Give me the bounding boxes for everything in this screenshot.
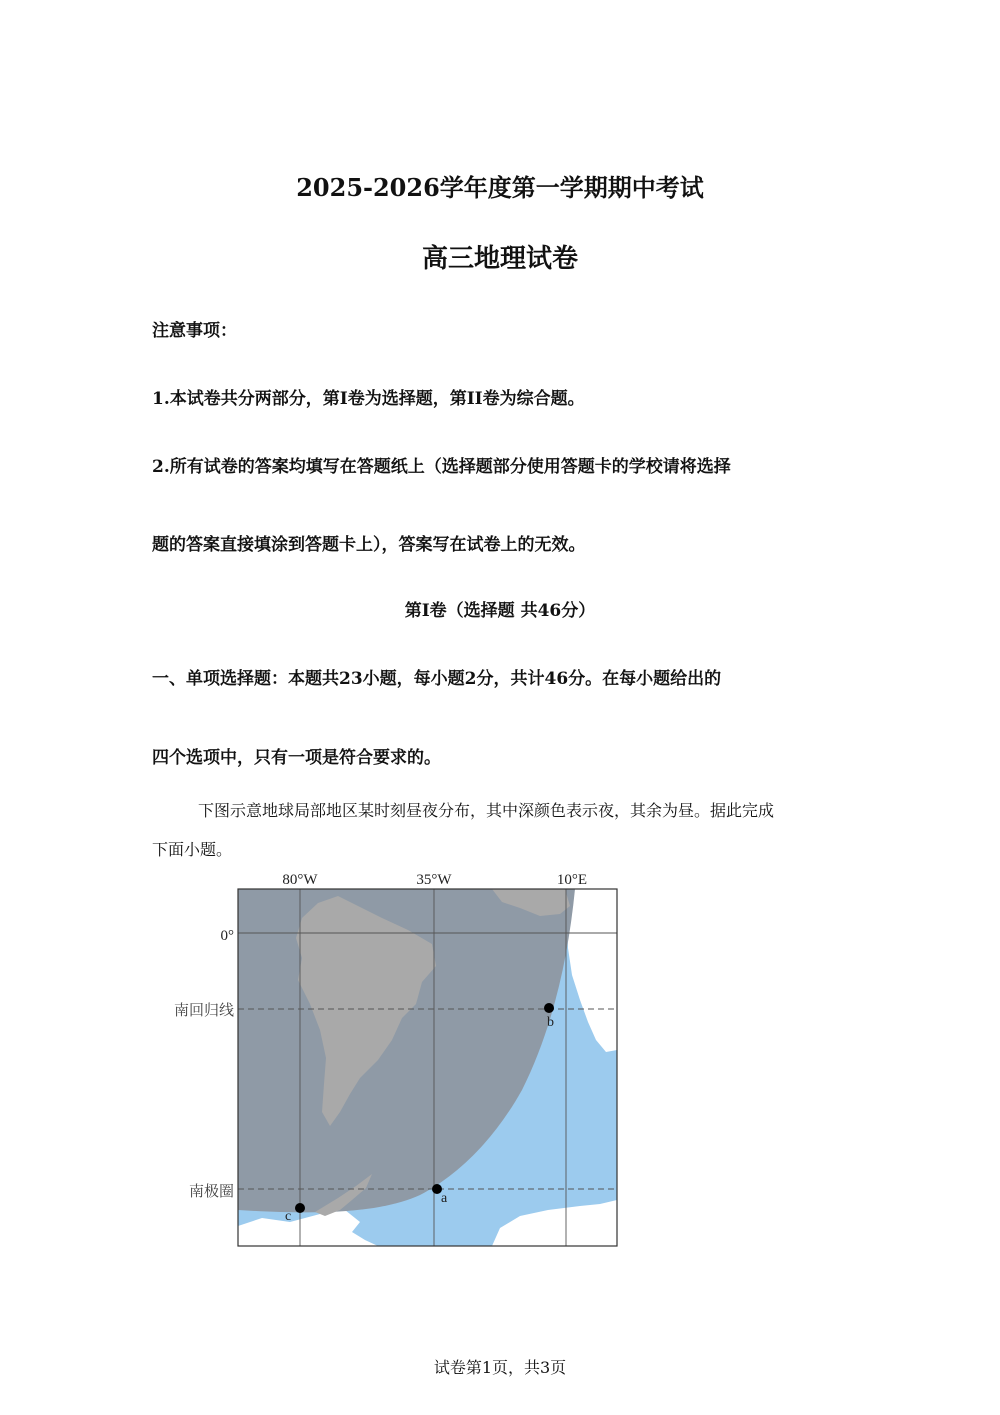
latitude-label-antarctic-circle: 南极圈 <box>188 1184 234 1200</box>
section-instruction-line-1: 一、单项选择题：本题共23小题，每小题2分，共计46分。在每小题给出的 <box>152 669 722 689</box>
point-c-marker <box>295 1203 305 1213</box>
notice-item-2-line-2: 题的答案直接填涂到答题卡上），答案写在试卷上的无效。 <box>152 535 586 555</box>
question-intro-line-2: 下面小题。 <box>152 840 233 859</box>
notice-item-2-line-1: 2.所有试卷的答案均填写在答题纸上（选择题部分使用答题卡的学校请将选择 <box>152 457 731 477</box>
point-c-label: c <box>285 1209 292 1224</box>
point-b-marker <box>544 1003 554 1013</box>
notice-heading: 注意事项： <box>152 321 237 341</box>
point-b-label: b <box>547 1015 554 1030</box>
longitude-label-35w: 35°W <box>416 872 452 888</box>
question-intro-line-1: 下图示意地球局部地区某时刻昼夜分布，其中深颜色表示夜，其余为昼。据此完成 <box>198 801 775 820</box>
longitude-label-10e: 10°E <box>556 872 588 888</box>
latitude-label-tropic: 南回归线 <box>173 1003 234 1019</box>
day-night-map <box>160 865 640 1260</box>
section-instruction-line-2: 四个选项中，只有一项是符合要求的。 <box>152 748 441 768</box>
exam-subtitle: 高三地理试卷 <box>421 244 578 274</box>
page-footer: 试卷第1页，共3页 <box>433 1358 567 1377</box>
notice-item-1: 1.本试卷共分两部分，第I卷为选择题，第II卷为综合题。 <box>152 389 585 409</box>
section-title: 第I卷（选择题 共46分） <box>404 601 596 621</box>
latitude-label-equator: 0° <box>220 928 234 944</box>
longitude-label-80w: 80°W <box>282 872 318 888</box>
point-a-label: a <box>441 1191 448 1206</box>
exam-title: 2025-2026学年度第一学期期中考试 <box>296 173 704 202</box>
